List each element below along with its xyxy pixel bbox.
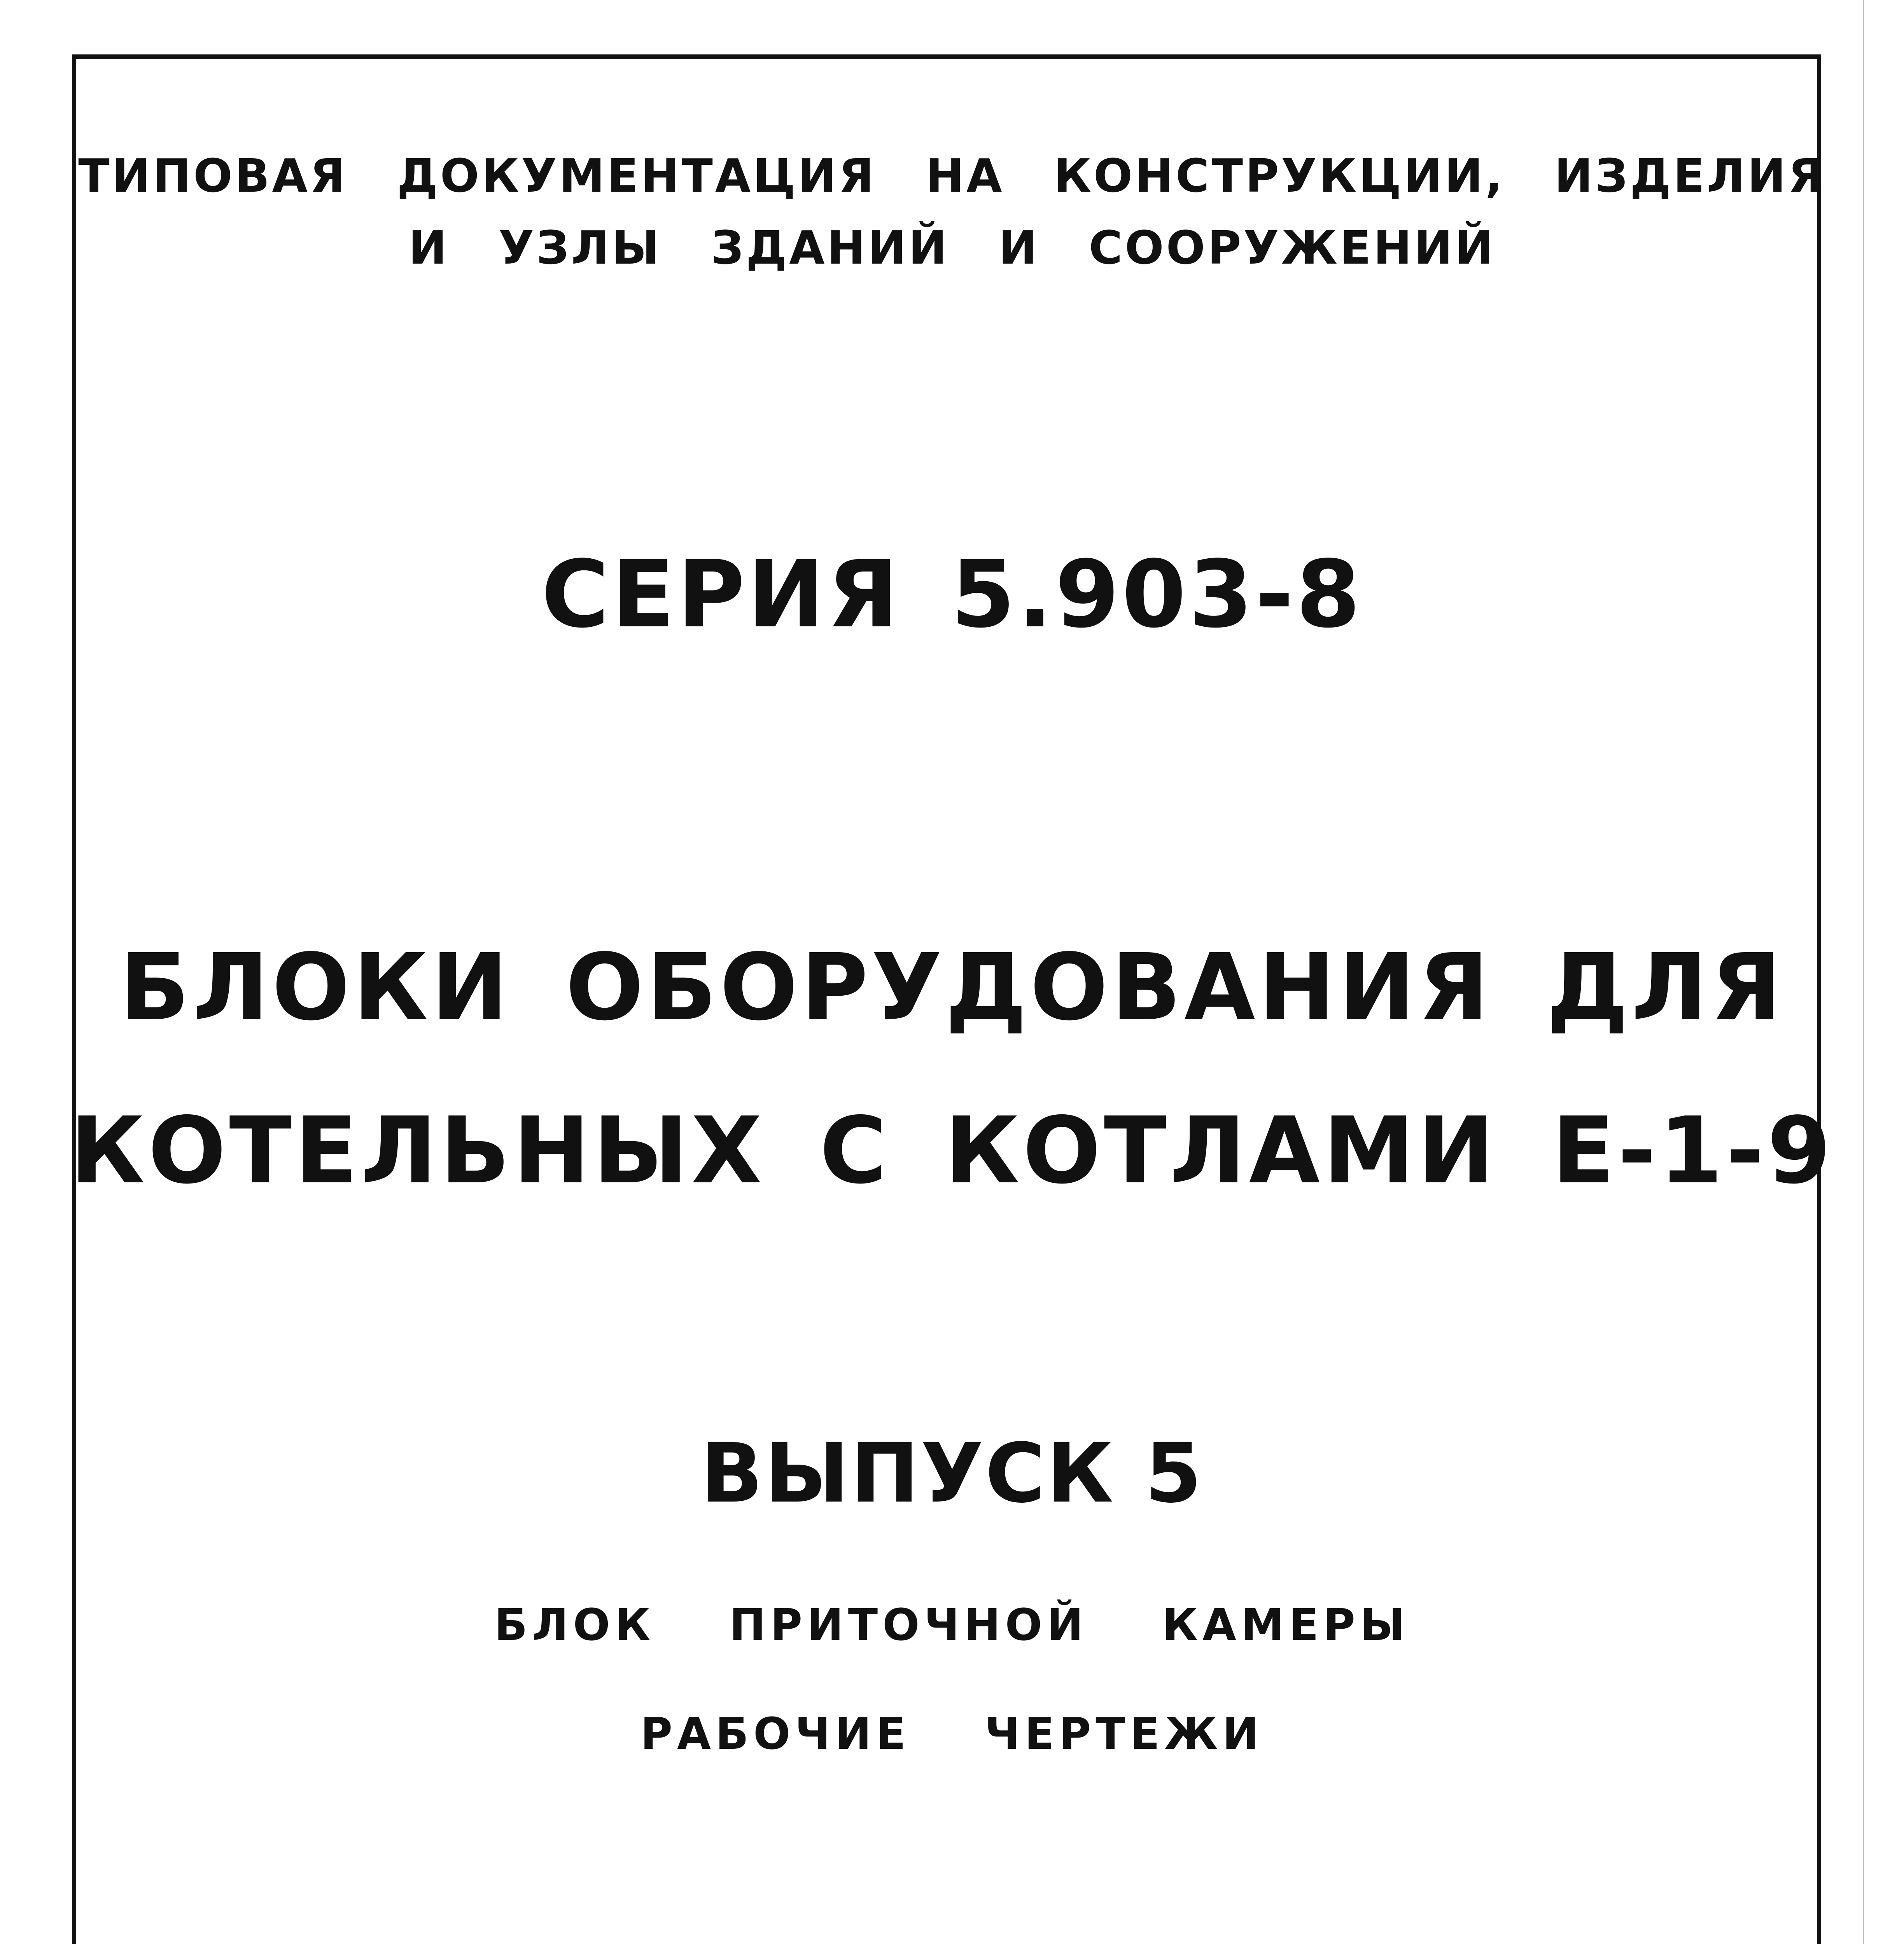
issue-number: ВЫПУСК 5 — [700, 1426, 1204, 1521]
header-line-1: ТИПОВАЯ ДОКУМЕНТАЦИЯ НА КОНСТРУКЦИИ, ИЗДЕЛИЯ — [78, 149, 1826, 203]
subtitle-line-1: БЛОК ПРИТОЧНОЙ КАМЕРЫ — [494, 1600, 1410, 1650]
document-header — [0, 140, 1904, 284]
subtitle-line-2: РАБОЧИЕ ЧЕРТЕЖИ — [640, 1709, 1264, 1759]
document-subtitle — [0, 1571, 1904, 1788]
title-line-1: БЛОКИ ОБОРУДОВАНИЯ ДЛЯ — [119, 934, 1785, 1041]
header-line-2: И УЗЛЫ ЗДАНИЙ И СООРУЖЕНИЙ — [408, 221, 1496, 274]
series-title: СЕРИЯ 5.903-8 — [541, 541, 1363, 649]
title-line-2: КОТЕЛЬНЫХ С КОТЛАМИ Е-1-9 — [70, 1097, 1834, 1204]
document-title — [0, 906, 1904, 1232]
